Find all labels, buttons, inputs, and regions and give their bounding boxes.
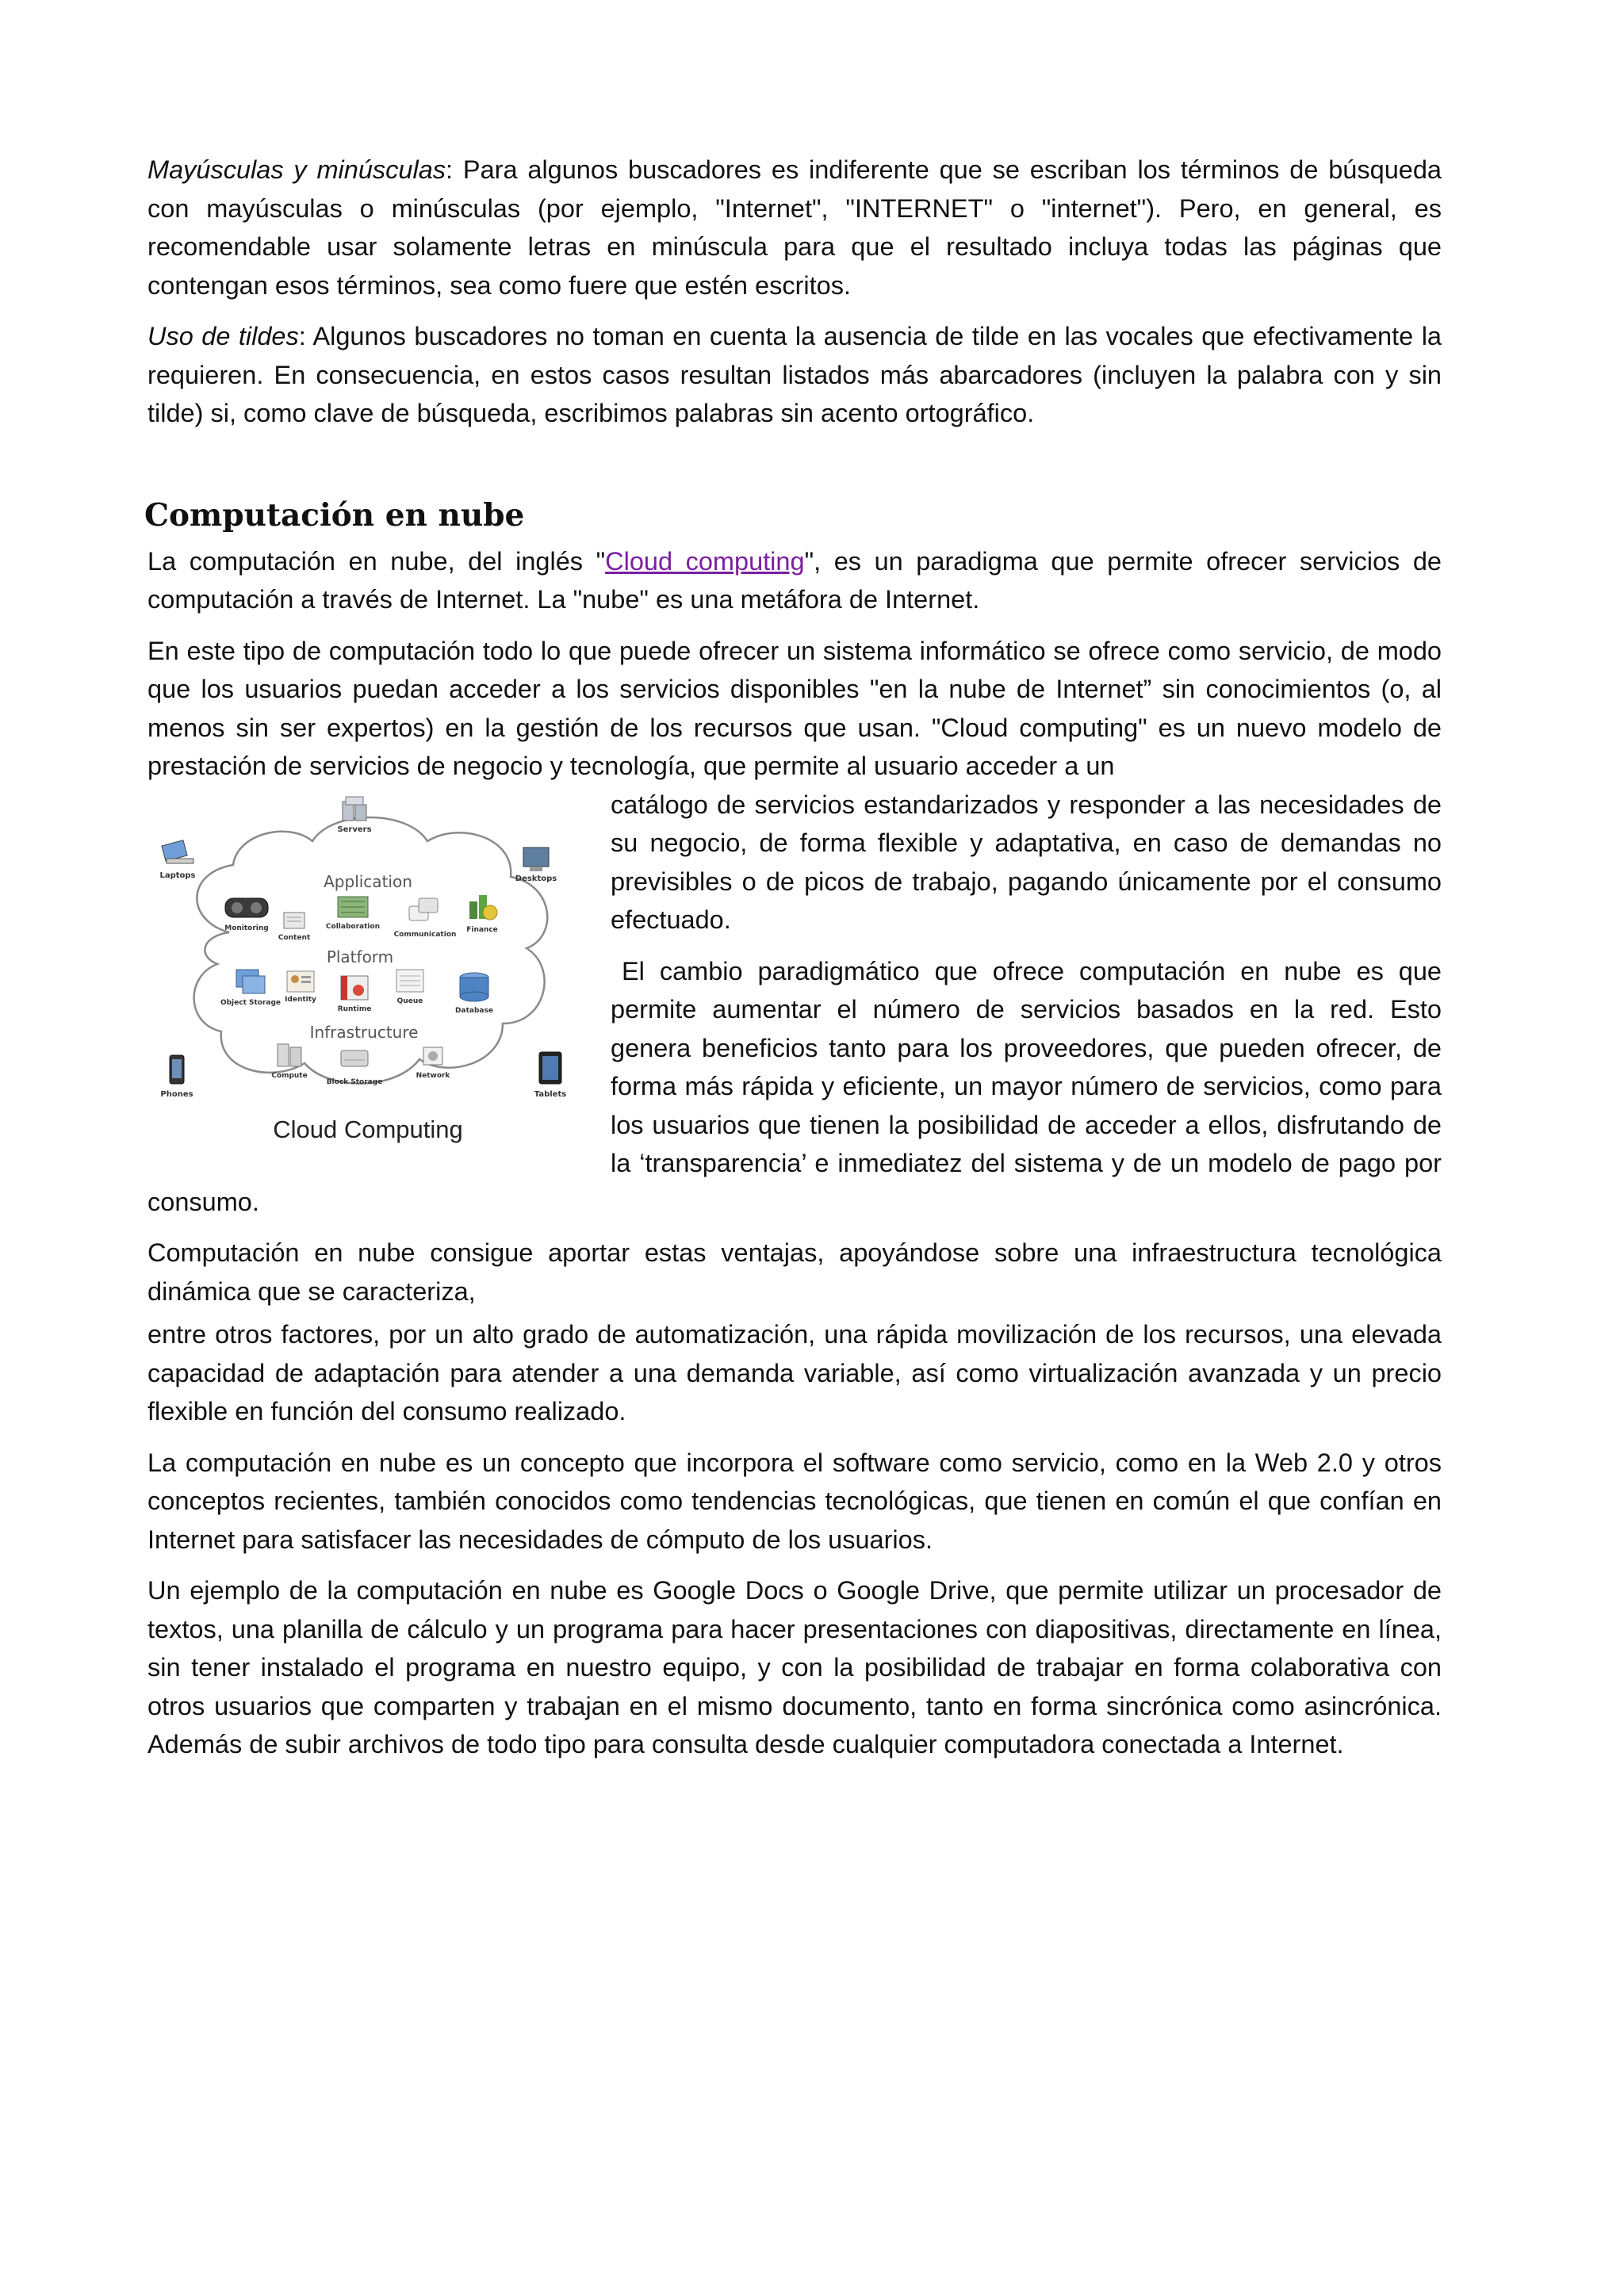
servers-icon	[343, 797, 366, 821]
paragraph-cloud-intro	[147, 542, 1442, 619]
intro-text-before: La computación en nube, del inglés "	[147, 546, 606, 576]
layer-infrastructure-label: Infrastructure	[309, 1022, 419, 1042]
paragraph-advantages-a: Computación en nube consigue aportar estas ventajas, apoyándose sobre una infraestructura tecnológica dinámica que se caracteriza,	[147, 1238, 1442, 1306]
paragraph-accents	[147, 317, 1442, 433]
layer-application-label: Application	[324, 871, 412, 891]
desktop-icon	[523, 848, 549, 871]
paragraph-accents-text: : Algunos buscadores no toman en cuenta la ausencia de tilde en las vocales que efectivamente la requieren. En consecuencia, en estos casos resultan listados más abarcadores (incluyen la palabra con y sin tilde) si, como clave de búsqueda, escribimos palabras sin acento ortográfico.	[147, 322, 1442, 427]
database-label: Database	[455, 1006, 493, 1015]
paragraph-google-docs: Un ejemplo de la computación en nube es Google Docs o Google Drive, que permite utilizar un procesador de textos, una planilla de cálculo y un programa para hacer presentaciones con diapositivas, directamente en línea, sin tener instalado el programa en nuestro equipo, y con la posibilidad de trabajar en forma colaborativa con otros usuarios que comparten y trabajan en el mismo documento, tanto en forma sincrónica como asincrónica. Además de subir archivos de todo tipo para consulta desde cualquier computadora conectada a Internet.	[147, 1576, 1442, 1758]
collaboration-label: Collaboration	[325, 922, 381, 931]
term-case: Mayúsculas y minúsculas	[147, 155, 446, 184]
paragraph-paradigm-change: El cambio paradigmático que ofrece computación en nube es que permite aumentar el número de servicios basados en la red. Esto genera beneficios tanto para los proveedores, que pueden ofrecer, de forma más rápida y eficiente, un mayor número de servicios, como para los usuarios que tienen la posibilidad de acceder a ellos, disfrutando de la ‘transparencia’ e inmediatez del sistema y de un modelo de pago por consumo.	[147, 956, 1442, 1216]
compute-label: Compute	[271, 1071, 308, 1080]
phones-label: Phones	[160, 1089, 193, 1099]
object-storage-label: Object Storage	[220, 998, 282, 1007]
queue-label: Queue	[396, 997, 423, 1005]
runtime-label: Runtime	[337, 1004, 372, 1013]
cloud-diagram	[154, 786, 582, 1119]
runtime-icon	[341, 976, 368, 1000]
servers-label: Servers	[337, 825, 372, 834]
tablet-icon	[539, 1052, 561, 1084]
paragraph-case-text: : Para algunos buscadores es indiferente que se escriban los términos de búsqueda con mayúsculas o minúsculas (por ejemplo, "Internet", "INTERNET" o "internet"). Pero, en general, es recomendable usar solamente letras en minúscula para que el resultado incluya todas las páginas que contengan esos términos, sea como fuere que estén escritos.	[147, 155, 1442, 300]
tablets-label: Tablets	[534, 1089, 567, 1099]
paragraph-advantages-b: entre otros factores, por un alto grado de automatización, una rápida movilización de los recursos, una elevada capacidad de adaptación para atender a una demanda variable, así como virtualización avanzada y un precio flexible en función del consumo realizado.	[147, 1320, 1442, 1425]
database-icon	[460, 973, 488, 1001]
desktops-label: Desktops	[515, 874, 557, 883]
paragraph-cloud-service: En este tipo de computación todo lo que puede ofrecer un sistema informático se ofrece como servicio, de modo que los usuarios puedan acceder a los servicios disponibles "en la nube de Internet” sin conocimientos (o, al menos sin ser expertos) en la gestión de los recursos que usan. "Cloud computing" es un nuevo modelo de prestación de servicios de negocio y tecnología, que permite al usuario acceder a un	[147, 636, 1442, 780]
layer-platform-label: Platform	[326, 947, 394, 966]
content-icon	[284, 913, 304, 928]
paragraph-case	[147, 151, 1442, 304]
laptop-icon	[162, 840, 193, 863]
phone-icon	[170, 1055, 184, 1084]
section-heading: Computación en nube	[144, 496, 525, 534]
collaboration-icon	[338, 897, 368, 917]
cloud-computing-figure	[154, 786, 582, 1158]
laptops-label: Laptops	[159, 871, 196, 880]
monitoring-label: Monitoring	[224, 924, 269, 932]
monitoring-icon	[225, 898, 268, 917]
figure-wrap-block	[147, 786, 1442, 1234]
intro-text-after: ", es un paradigma que permite ofrecer servicios de computación a través de Internet. La "nube" es una metáfora de Internet.	[147, 546, 1442, 614]
term-accents: Uso de tildes	[147, 322, 299, 350]
paragraph-saas: La computación en nube es un concepto que incorpora el software como servicio, como en la Web 2.0 y otros conceptos recientes, también conocidos como tendencias tecnológicas, que tienen en común el que confían en Internet para satisfacer las necesidades de cómputo de los usuarios.	[147, 1448, 1442, 1554]
network-label: Network	[416, 1071, 450, 1080]
identity-label: Identity	[285, 995, 316, 1004]
queue-icon	[396, 970, 423, 992]
cloud-computing-link[interactable]: Cloud computing	[605, 546, 805, 576]
block-storage-icon	[341, 1050, 368, 1066]
document-body	[144, 151, 1442, 1777]
communication-label: Communication	[393, 930, 457, 939]
figure-caption: Cloud Computing	[273, 1115, 463, 1143]
content-label: Content	[278, 933, 311, 942]
identity-icon	[287, 971, 314, 992]
finance-label: Finance	[466, 925, 498, 934]
paragraph-cloud-service-wrap: catálogo de servicios estandarizados y responder a las necesidades de su negocio, de forma flexible y adaptativa, en caso de demandas no previsibles o de picos de trabajo, pagando únicamente por el consumo efectuado.	[611, 790, 1442, 934]
block-storage-label: Block Storage	[326, 1077, 383, 1086]
network-icon	[423, 1047, 442, 1065]
